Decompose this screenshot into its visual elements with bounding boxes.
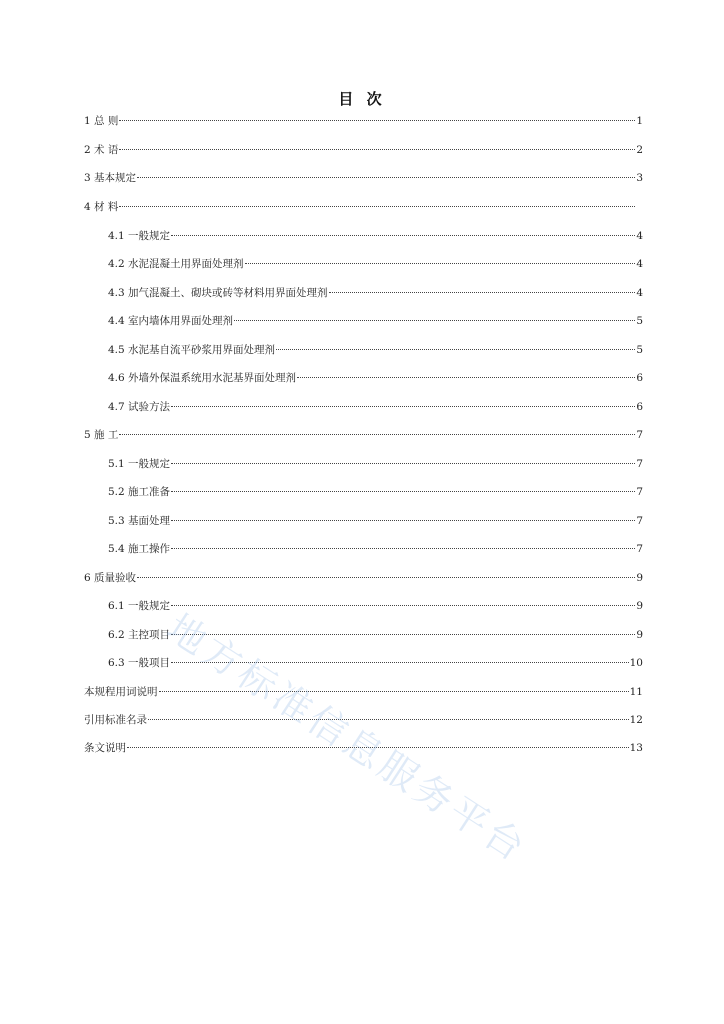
toc-label: 5.3 基面处理 bbox=[108, 515, 171, 527]
toc-page-number: 6 bbox=[636, 372, 643, 384]
toc-label: 4.2 水泥混凝土用界面处理剂 bbox=[108, 258, 244, 270]
toc-page-number: 7 bbox=[636, 486, 643, 498]
watermark: 地方标准信息服务平台 bbox=[159, 605, 536, 872]
toc-entry[interactable] bbox=[108, 513, 643, 529]
toc-label: 4.5 水泥基自流平砂浆用界面处理剂 bbox=[108, 344, 276, 356]
toc-page-number: 7 bbox=[636, 429, 643, 441]
toc-entry[interactable] bbox=[108, 342, 643, 358]
toc-entry[interactable] bbox=[108, 285, 643, 301]
toc-entry[interactable] bbox=[108, 541, 643, 557]
toc-label: 2 术 语 bbox=[84, 144, 119, 156]
dot-leader bbox=[137, 577, 635, 578]
toc-entry[interactable] bbox=[108, 256, 643, 272]
toc-page-number: 7 bbox=[636, 543, 643, 555]
dot-leader bbox=[119, 120, 635, 121]
toc-entry[interactable] bbox=[108, 456, 643, 472]
dot-leader bbox=[171, 491, 635, 492]
dot-leader bbox=[171, 406, 635, 407]
toc-label: 引用标准名录 bbox=[84, 714, 147, 726]
dot-leader bbox=[148, 719, 629, 720]
toc-entry[interactable] bbox=[108, 484, 643, 500]
toc-label: 6.2 主控项目 bbox=[108, 629, 171, 641]
toc-page-number: 10 bbox=[629, 657, 643, 669]
dot-leader bbox=[276, 349, 635, 350]
toc-label: 4.3 加气混凝土、砌块或砖等材料用界面处理剂 bbox=[108, 287, 328, 299]
toc-entry[interactable] bbox=[108, 399, 643, 415]
dot-leader bbox=[159, 691, 629, 692]
toc-label: 5 施 工 bbox=[84, 429, 119, 441]
toc-label: 4.7 试验方法 bbox=[108, 401, 171, 413]
toc-page-number: 7 bbox=[636, 458, 643, 470]
toc-page-number: 4 bbox=[636, 258, 643, 270]
toc-entry[interactable] bbox=[84, 113, 643, 129]
toc-page-number: 11 bbox=[629, 686, 643, 698]
toc-entry[interactable] bbox=[84, 170, 643, 186]
toc-label: 4.1 一般规定 bbox=[108, 230, 171, 242]
toc-page-number: 1 bbox=[636, 115, 643, 127]
dot-leader bbox=[171, 548, 635, 549]
dot-leader bbox=[171, 520, 635, 521]
toc-page-number: 9 bbox=[636, 600, 643, 612]
toc-label: 4 材 料 bbox=[84, 201, 119, 213]
toc-entry[interactable] bbox=[84, 684, 643, 700]
toc-entry[interactable] bbox=[84, 142, 643, 158]
toc-label: 6 质量验收 bbox=[84, 572, 137, 584]
toc-page-number: 9 bbox=[636, 629, 643, 641]
dot-leader bbox=[329, 292, 636, 293]
dot-leader bbox=[171, 463, 635, 464]
toc-entry[interactable] bbox=[108, 370, 643, 386]
toc-entry[interactable] bbox=[108, 228, 643, 244]
toc-label: 3 基本规定 bbox=[84, 172, 137, 184]
toc-label: 4.4 室内墙体用界面处理剂 bbox=[108, 315, 234, 327]
toc-page-number: 12 bbox=[629, 714, 643, 726]
toc-label: 条文说明 bbox=[84, 742, 126, 754]
toc-page-number: 6 bbox=[636, 401, 643, 413]
dot-leader bbox=[137, 177, 635, 178]
toc-label: 6.1 一般规定 bbox=[108, 600, 171, 612]
dot-leader bbox=[119, 434, 635, 435]
toc-page-number: 7 bbox=[636, 515, 643, 527]
toc-page-number: 5 bbox=[636, 315, 643, 327]
toc-page-number: 4 bbox=[636, 230, 643, 242]
toc-page-number: 3 bbox=[636, 172, 643, 184]
dot-leader bbox=[171, 605, 635, 606]
dot-leader bbox=[119, 206, 635, 207]
page-title: 目 次 bbox=[338, 90, 386, 108]
toc-page-number: 5 bbox=[636, 344, 643, 356]
dot-leader bbox=[245, 263, 636, 264]
toc-entry[interactable] bbox=[108, 313, 643, 329]
toc-label: 5.2 施工准备 bbox=[108, 486, 171, 498]
toc-entry[interactable] bbox=[84, 427, 643, 443]
toc-entry[interactable] bbox=[84, 199, 636, 215]
toc-entry[interactable] bbox=[84, 570, 643, 586]
toc-label: 4.6 外墙外保温系统用水泥基界面处理剂 bbox=[108, 372, 297, 384]
toc-page-number: 13 bbox=[629, 742, 643, 754]
toc-label: 5.1 一般规定 bbox=[108, 458, 171, 470]
toc-label: 1 总 则 bbox=[84, 115, 119, 127]
toc-page-number: 2 bbox=[636, 144, 643, 156]
toc-page-number: 4 bbox=[636, 287, 643, 299]
toc-label: 5.4 施工操作 bbox=[108, 543, 171, 555]
dot-leader bbox=[119, 149, 635, 150]
dot-leader bbox=[297, 377, 635, 378]
toc-page-number: 9 bbox=[636, 572, 643, 584]
dot-leader bbox=[234, 320, 635, 321]
toc-label: 本规程用词说明 bbox=[84, 686, 158, 698]
toc-label: 6.3 一般项目 bbox=[108, 657, 171, 669]
dot-leader bbox=[171, 235, 635, 236]
